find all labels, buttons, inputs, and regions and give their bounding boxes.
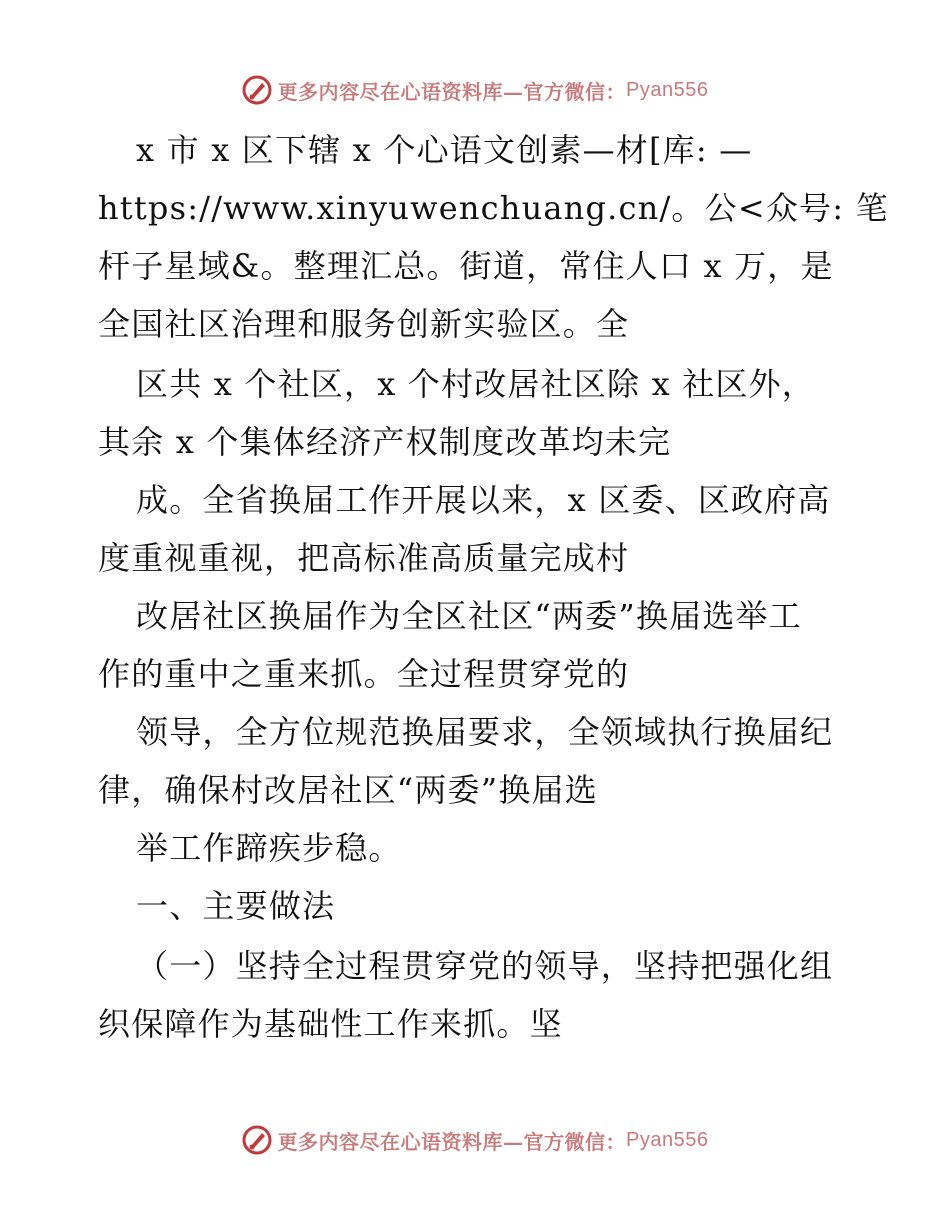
body-line: 作的重中之重来抓。全过程贯穿党的 [98,655,630,693]
banner-wechat-id: Pyan556 [626,1128,709,1151]
banner-wechat-id: Pyan556 [626,78,709,101]
body-line: 度重视重视，把高标准高质量完成村 [98,539,630,577]
body-line: 成。全省换届工作开展以来，x 区委、区政府高 [136,481,831,519]
body-line: https://www.xinyuwenchuang.cn/。公<众号: 笔 [98,189,889,227]
body-line: 举工作蹄疾步稳。 [136,829,402,867]
body-line: 改居社区换届作为全区社区“两委”换届选举工 [136,597,802,635]
body-line: 全国社区治理和服务创新实验区。全 [98,305,630,343]
brush-logo-icon [242,1125,272,1155]
banner-text: 更多内容尽在心语资料库—官方微信： [277,1129,627,1154]
body-line: 领导，全方位规范换届要求，全领域执行换届纪 [136,713,834,751]
body-line: 区共 x 个社区，x 个村改居社区除 x 社区外， [136,365,816,403]
body-line: 其余 x 个集体经济产权制度改革均未完 [98,423,672,461]
banner-text: 更多内容尽在心语资料库—官方微信： [277,79,627,104]
brush-logo-icon [242,75,272,105]
body-line: 织保障作为基础性工作来抓。坚 [98,1005,563,1043]
section-heading: 一、主要做法 [136,887,336,925]
body-line: 律，确保村改居社区“两委”换届选 [98,771,598,809]
body-line: 杆子星域&。整理汇总。街道，常住人口 x 万，是 [98,247,834,285]
body-line: （一）坚持全过程贯穿党的领导，坚持把强化组 [136,947,834,985]
body-line: x 市 x 区下辖 x 个心语文创素—材[库: — [136,131,753,169]
header-watermark-banner [0,70,950,110]
footer-watermark-banner [0,1120,950,1160]
